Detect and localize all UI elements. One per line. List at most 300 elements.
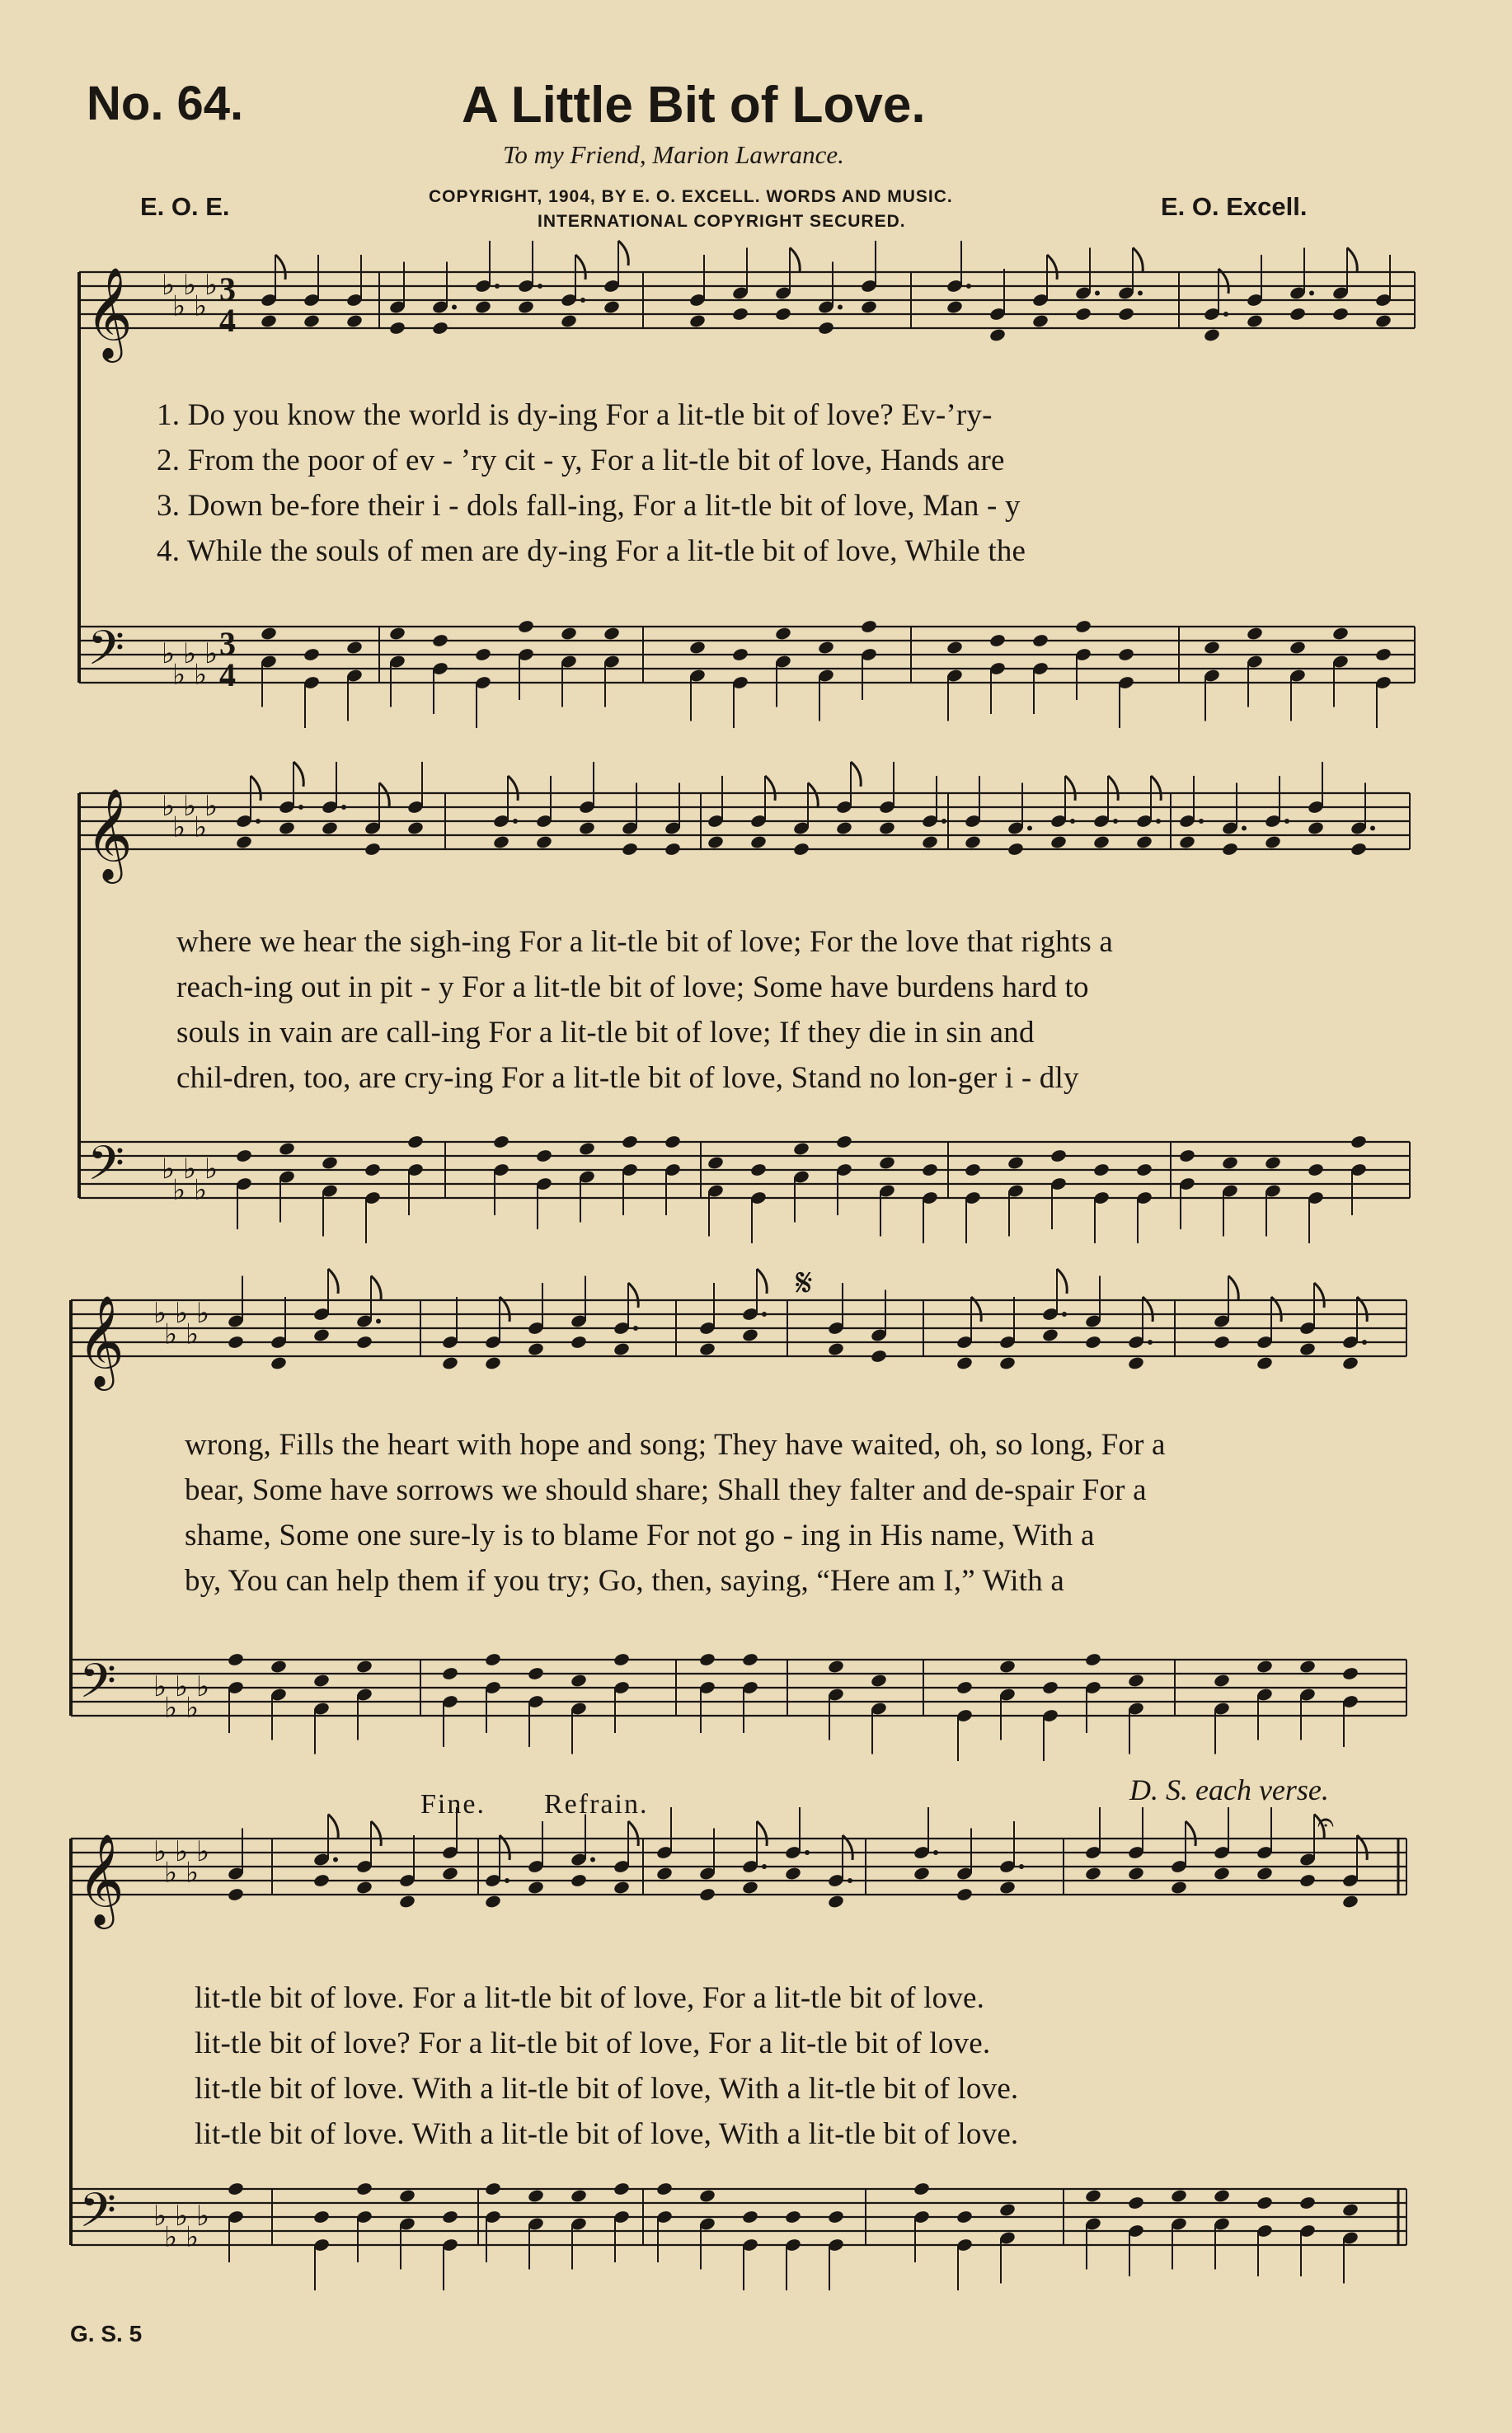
note-head <box>527 1880 544 1895</box>
note-head <box>535 834 552 849</box>
note-head <box>1256 1659 1273 1674</box>
segno-icon: 𝄋 <box>796 1260 813 1306</box>
note-head <box>227 1887 244 1902</box>
note-head <box>303 313 320 328</box>
lyric-line: where we hear the sigh-ing For a lit-tle bit of love; For the love that rights a <box>176 925 1113 959</box>
note-head <box>1221 1155 1238 1170</box>
note-head <box>731 647 749 662</box>
note-head <box>1213 2188 1230 2203</box>
dot <box>580 298 585 303</box>
note-head <box>964 1162 981 1177</box>
flat-icon: ♭ <box>196 2200 210 2233</box>
flat-icon: ♭ <box>172 1173 186 1207</box>
note-head <box>664 842 681 857</box>
note-head <box>1170 2188 1187 2203</box>
note-head <box>345 640 363 655</box>
flat-icon: ♭ <box>183 1153 197 1186</box>
flat-icon: ♭ <box>153 2200 167 2233</box>
note-flag <box>757 1821 767 1846</box>
flat-icon: ♭ <box>183 790 197 823</box>
note-head <box>731 307 749 322</box>
note-head <box>613 1880 630 1895</box>
flat-icon: ♭ <box>164 2220 178 2254</box>
note-flag <box>851 762 861 787</box>
note-head <box>1203 327 1220 342</box>
note-head <box>270 1355 287 1370</box>
note-head <box>956 1355 973 1370</box>
dot <box>1223 312 1228 317</box>
note-flag <box>1065 776 1075 801</box>
note-flag <box>575 255 585 279</box>
note-head <box>998 1880 1016 1895</box>
dedication: To my Friend, Marion Lawrance. <box>503 140 844 169</box>
dot <box>966 284 971 289</box>
treble-clef-icon: 𝄞 <box>77 1294 124 1387</box>
note-head <box>1213 1866 1230 1881</box>
note-flag <box>1186 1821 1195 1846</box>
bass-clef-icon: 𝄢 <box>87 620 125 688</box>
note-head <box>784 2210 801 2224</box>
note-flag <box>1347 248 1357 273</box>
flat-icon: ♭ <box>162 269 176 302</box>
lyric-line: 2. From the poor of ev - ’ry cit - y, For a lit-tle bit of love, Hands are <box>157 444 1005 477</box>
note-flag <box>371 1276 381 1301</box>
note-head <box>1331 626 1349 641</box>
note-head <box>946 640 963 655</box>
lyric-line: chil-dren, too, are cry-ing For a lit-tle bit of love, Stand no lon-ger i - dly <box>176 1061 1079 1095</box>
note-head <box>1341 1355 1359 1370</box>
dot <box>1199 819 1204 824</box>
note-flag <box>1151 776 1161 801</box>
dot <box>1070 819 1075 824</box>
note-head <box>570 1873 587 1888</box>
dot <box>1309 291 1314 296</box>
dot <box>1242 826 1247 831</box>
note-head <box>235 834 252 849</box>
note-head <box>1264 834 1281 849</box>
hymn-number: No. 64. <box>87 77 244 130</box>
refrain-marking: Refrain. <box>544 1789 649 1820</box>
lyric-line: reach-ing out in pit - y For a lit-tle bit of love; Some have burdens hard to <box>176 970 1089 1004</box>
note-head <box>921 1162 938 1177</box>
note-head <box>921 834 938 849</box>
note-head <box>1135 834 1153 849</box>
note-head <box>1178 1148 1195 1163</box>
flat-icon: ♭ <box>164 1691 178 1725</box>
note-flag <box>1047 255 1057 279</box>
note-flag <box>379 783 389 808</box>
flat-icon: ♭ <box>185 1856 200 1890</box>
note-head <box>870 1673 887 1688</box>
flat-icon: ♭ <box>162 1153 176 1186</box>
note-head <box>441 1355 458 1370</box>
note-head <box>1246 313 1263 328</box>
note-head <box>1092 1162 1110 1177</box>
note-flag <box>628 1821 638 1846</box>
note-flag <box>1314 1283 1324 1308</box>
note-head <box>1374 313 1392 328</box>
note-head <box>441 2210 458 2224</box>
lyric-line: shame, Some one sure-ly is to blame For not go - ing in His name, With a <box>185 1519 1095 1552</box>
dot <box>538 284 542 289</box>
flat-icon: ♭ <box>204 790 218 823</box>
dot <box>513 819 518 824</box>
dot <box>1148 1340 1153 1345</box>
flat-icon: ♭ <box>172 810 186 844</box>
flat-icon: ♭ <box>204 1153 218 1186</box>
dot <box>256 819 261 824</box>
time-signature-top: 3 <box>219 270 236 308</box>
note-head <box>278 820 295 835</box>
note-head <box>998 1355 1016 1370</box>
note-head <box>321 820 338 835</box>
lyric-line: wrong, Fills the heart with hope and song; They have waited, oh, so long, For a <box>185 1428 1166 1462</box>
note-head <box>398 1894 416 1909</box>
note-head <box>613 1652 630 1667</box>
flat-icon: ♭ <box>183 269 197 302</box>
lyric-line: 4. While the souls of men are dy-ing For a lit-tle bit of love, While the <box>157 534 1026 568</box>
note-head <box>406 820 424 835</box>
note-flag <box>790 248 800 273</box>
note-head <box>1041 1680 1059 1695</box>
dot <box>1019 1864 1024 1869</box>
dot <box>1362 1340 1367 1345</box>
note-head <box>1117 647 1134 662</box>
note-head <box>1307 1162 1324 1177</box>
bass-clef-icon: 𝄢 <box>79 1653 117 1721</box>
note-head <box>527 2188 544 2203</box>
note-flag <box>328 1269 338 1294</box>
note-head <box>707 834 724 849</box>
note-head <box>321 1155 338 1170</box>
note-flag <box>808 783 818 808</box>
dot <box>1113 819 1118 824</box>
note-head <box>1049 834 1067 849</box>
note-head <box>484 1355 501 1370</box>
note-head <box>698 1341 716 1356</box>
note-head <box>1127 1355 1144 1370</box>
flat-icon: ♭ <box>194 1173 208 1207</box>
flat-icon: ♭ <box>204 637 218 670</box>
dot <box>505 1878 509 1883</box>
note-head <box>570 2188 587 2203</box>
note-head <box>603 626 620 641</box>
flat-icon: ♭ <box>194 810 208 844</box>
note-head <box>1049 1148 1067 1163</box>
note-head <box>270 1659 287 1674</box>
note-head <box>741 2210 758 2224</box>
note-head <box>664 1134 681 1149</box>
note-head <box>1213 1673 1230 1688</box>
note-head <box>613 2182 630 2196</box>
note-head <box>1117 307 1134 322</box>
note-head <box>1350 1134 1367 1149</box>
note-head <box>1341 2202 1359 2217</box>
fermata-icon: 𝄐 <box>1317 1806 1335 1839</box>
note-flag <box>765 776 775 801</box>
note-head <box>688 640 706 655</box>
lyric-line: by, You can help them if you try; Go, then, saying, “Here am I,” With a <box>185 1564 1064 1598</box>
note-head <box>749 1162 767 1177</box>
dot <box>1062 1312 1067 1317</box>
note-head <box>388 626 406 641</box>
note-head <box>1307 820 1324 835</box>
note-flag <box>328 1815 338 1839</box>
dot <box>1284 819 1289 824</box>
dot <box>1027 826 1032 831</box>
flat-icon: ♭ <box>196 1835 210 1868</box>
note-head <box>1331 307 1349 322</box>
note-head <box>227 1652 244 1667</box>
note-head <box>492 1134 509 1149</box>
lyric-line: lit-tle bit of love? For a lit-tle bit of love, For a lit-tle bit of love. <box>195 2027 991 2060</box>
note-head <box>517 299 534 314</box>
note-head <box>474 647 491 662</box>
flat-icon: ♭ <box>185 1317 200 1351</box>
note-head <box>227 1335 244 1350</box>
note-head <box>1135 1162 1153 1177</box>
note-head <box>406 1134 424 1149</box>
flat-icon: ♭ <box>196 1297 210 1330</box>
note-head <box>535 1148 552 1163</box>
note-head <box>431 321 448 336</box>
note-head <box>1031 633 1049 648</box>
note-head <box>474 299 491 314</box>
note-head <box>988 327 1006 342</box>
note-head <box>988 633 1006 648</box>
note-head <box>527 1341 544 1356</box>
note-head <box>621 842 638 857</box>
note-head <box>484 1652 501 1667</box>
note-head <box>227 2182 244 2196</box>
note-head <box>484 2182 501 2196</box>
note-head <box>707 1155 724 1170</box>
note-head <box>956 1680 973 1695</box>
lyric-line: 3. Down be-fore their i - dols fall-ing, For a lit-tle bit of love, Man - y <box>157 489 1021 523</box>
dot <box>941 819 946 824</box>
note-head <box>870 1349 887 1364</box>
note-head <box>621 1134 638 1149</box>
time-signature-bottom: 4 <box>219 656 236 693</box>
note-head <box>792 1141 810 1156</box>
lyric-line: lit-tle bit of love. With a lit-tle bit of love, With a lit-tle bit of love. <box>195 2117 1019 2151</box>
note-head <box>1264 1155 1281 1170</box>
dot <box>1370 826 1375 831</box>
copyright-line-1: COPYRIGHT, 1904, BY E. O. EXCELL. WORDS AND MUSIC. <box>429 187 953 206</box>
flat-icon: ♭ <box>196 1670 210 1703</box>
note-head <box>364 1162 381 1177</box>
dot <box>298 805 303 810</box>
flat-icon: ♭ <box>153 1297 167 1330</box>
note-flag <box>1057 1269 1067 1294</box>
flat-icon: ♭ <box>164 1856 178 1890</box>
dot <box>762 1312 767 1317</box>
note-head <box>817 640 834 655</box>
note-flag <box>293 762 303 787</box>
note-head <box>835 820 852 835</box>
note-head <box>1074 619 1092 634</box>
note-head <box>1298 2196 1316 2210</box>
note-flag <box>628 1283 638 1308</box>
note-flag <box>1133 248 1143 273</box>
page-footer: G. S. 5 <box>70 2321 143 2346</box>
time-signature-bottom: 4 <box>219 302 236 339</box>
note-head <box>355 2182 373 2196</box>
time-signature-top: 3 <box>219 625 236 662</box>
note-head <box>655 2182 673 2196</box>
note-head <box>312 1673 330 1688</box>
note-head <box>860 619 877 634</box>
note-head <box>1178 834 1195 849</box>
note-head <box>1256 2196 1273 2210</box>
flat-icon: ♭ <box>175 1670 189 1703</box>
note-head <box>355 1659 373 1674</box>
note-flag <box>508 776 518 801</box>
dot <box>1138 291 1143 296</box>
flat-icon: ♭ <box>204 269 218 302</box>
note-head <box>570 1335 587 1350</box>
treble-clef-icon: 𝄞 <box>86 266 133 359</box>
dot <box>848 1878 852 1883</box>
note-head <box>1341 1666 1359 1681</box>
note-head <box>560 313 577 328</box>
treble-clef-icon: 𝄞 <box>86 787 133 880</box>
note-head <box>1221 842 1238 857</box>
note-head <box>517 619 534 634</box>
note-head <box>312 1873 330 1888</box>
dot <box>333 1858 338 1862</box>
fine-marking: Fine. <box>420 1789 486 1820</box>
note-flag <box>757 1269 767 1294</box>
flat-icon: ♭ <box>185 1691 200 1725</box>
note-head <box>1246 626 1263 641</box>
flat-icon: ♭ <box>175 1835 189 1868</box>
note-head <box>956 2210 973 2224</box>
note-head <box>388 321 406 336</box>
dot <box>452 305 457 310</box>
flat-icon: ♭ <box>175 2200 189 2233</box>
dot <box>762 1864 767 1869</box>
flat-icon: ♭ <box>162 637 176 670</box>
note-head <box>492 834 509 849</box>
note-head <box>698 2188 716 2203</box>
flat-icon: ♭ <box>175 1297 189 1330</box>
note-head <box>998 2202 1016 2217</box>
note-head <box>741 1880 758 1895</box>
note-head <box>1350 842 1367 857</box>
note-flag <box>1228 1276 1238 1301</box>
note-head <box>792 842 810 857</box>
flat-icon: ♭ <box>183 637 197 670</box>
note-head <box>964 834 981 849</box>
note-head <box>835 1134 852 1149</box>
note-head <box>1298 1873 1316 1888</box>
note-head <box>355 1335 373 1350</box>
note-head <box>1084 2188 1101 2203</box>
note-head <box>1007 1155 1024 1170</box>
note-head <box>913 1866 930 1881</box>
lyric-line: lit-tle bit of love. For a lit-tle bit of love, For a lit-tle bit of love. <box>195 1981 985 2015</box>
note-head <box>1374 647 1392 662</box>
note-head <box>1289 307 1306 322</box>
dot <box>633 1326 638 1331</box>
flat-icon: ♭ <box>185 2220 200 2254</box>
note-head <box>570 1673 587 1688</box>
note-head <box>827 1894 844 1909</box>
note-head <box>1341 1894 1359 1909</box>
note-head <box>1213 1335 1230 1350</box>
note-head <box>1074 307 1092 322</box>
note-head <box>260 626 277 641</box>
note-head <box>774 626 791 641</box>
note-head <box>749 834 767 849</box>
note-head <box>655 1866 673 1881</box>
flat-icon: ♭ <box>153 1835 167 1868</box>
note-head <box>1084 1866 1101 1881</box>
flat-icon: ♭ <box>194 658 208 692</box>
flat-icon: ♭ <box>172 658 186 692</box>
note-head <box>312 1327 330 1342</box>
lyric-line: 1. Do you know the world is dy-ing For a lit-tle bit of love? Ev-’ry- <box>157 398 993 432</box>
note-head <box>278 1141 295 1156</box>
dot <box>1095 291 1100 296</box>
note-head <box>698 1652 716 1667</box>
dot <box>1156 819 1161 824</box>
bass-clef-icon: 𝄢 <box>87 1135 125 1203</box>
note-head <box>1084 1652 1101 1667</box>
lyric-line: bear, Some have sorrows we should share; Shall they falter and de-spair For a <box>185 1473 1147 1507</box>
lyricist-initials: E. O. E. <box>140 192 230 221</box>
bass-clef-icon: 𝄢 <box>79 2182 117 2250</box>
note-head <box>364 842 381 857</box>
note-head <box>1289 640 1306 655</box>
dot <box>838 305 843 310</box>
note-head <box>1256 1355 1273 1370</box>
note-head <box>431 633 448 648</box>
note-head <box>345 313 363 328</box>
note-head <box>560 626 577 641</box>
note-flag <box>251 776 261 801</box>
note-head <box>784 1866 801 1881</box>
note-head <box>956 1887 973 1902</box>
hymn-title: A Little Bit of Love. <box>462 77 926 134</box>
note-head <box>1256 1866 1273 1881</box>
note-flag <box>618 241 628 265</box>
note-head <box>398 2188 416 2203</box>
note-head <box>878 1155 895 1170</box>
note-head <box>817 321 834 336</box>
note-head <box>827 2210 844 2224</box>
dot <box>341 805 346 810</box>
note-head <box>613 1341 630 1356</box>
note-head <box>303 647 320 662</box>
note-head <box>260 313 277 328</box>
note-flag <box>275 255 285 279</box>
note-head <box>484 1894 501 1909</box>
note-head <box>235 1148 252 1163</box>
note-head <box>878 820 895 835</box>
note-head <box>827 1341 844 1356</box>
note-head <box>1007 842 1024 857</box>
note-head <box>946 299 963 314</box>
note-head <box>1298 1341 1316 1356</box>
note-head <box>741 1327 758 1342</box>
dot <box>495 284 500 289</box>
note-head <box>578 1141 595 1156</box>
dot <box>805 1850 810 1855</box>
note-head <box>741 1652 758 1667</box>
note-head <box>1041 1327 1059 1342</box>
